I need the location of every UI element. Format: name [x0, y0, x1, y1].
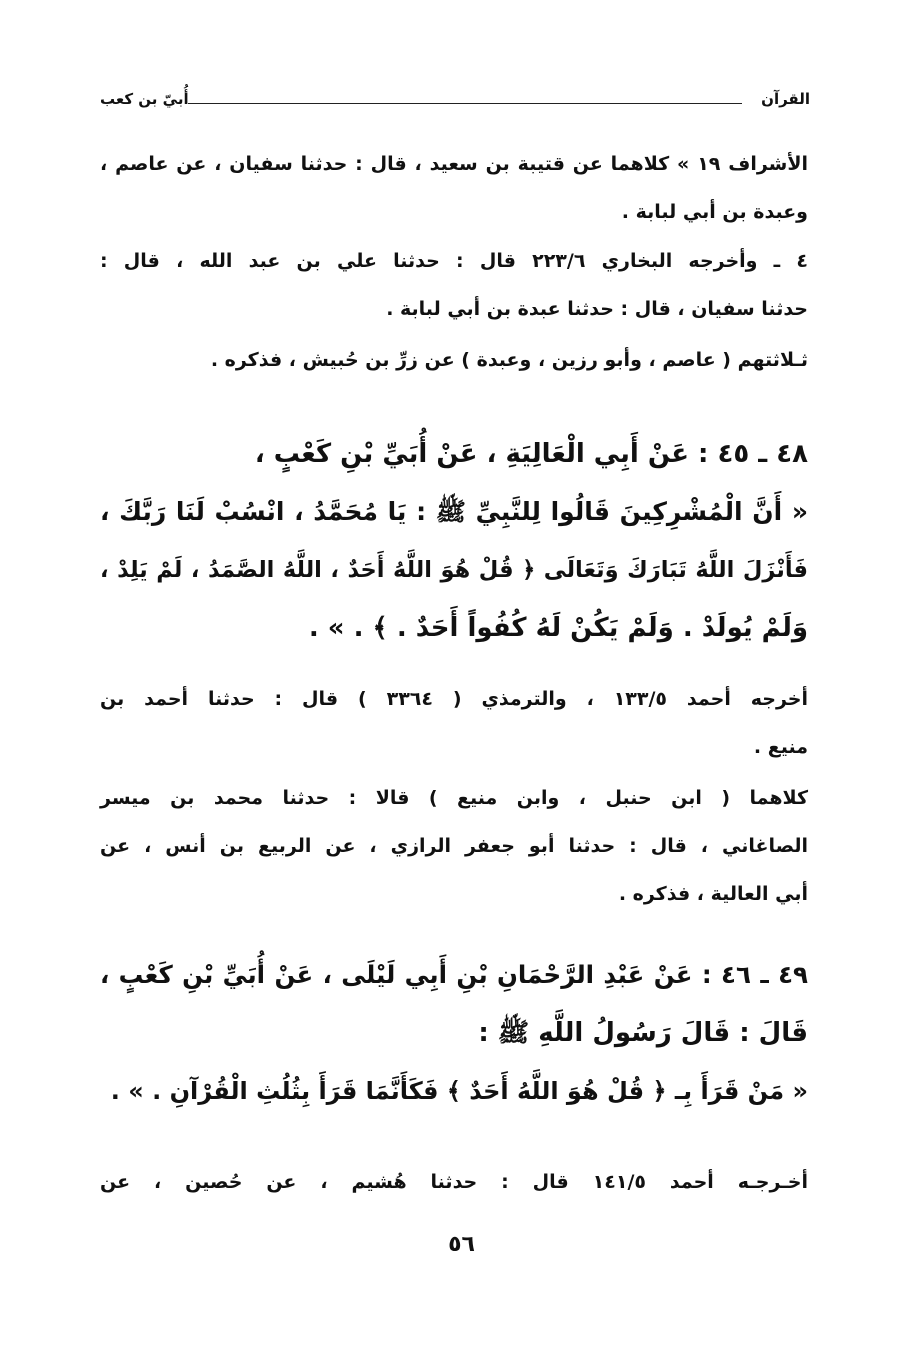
hadith-text-line: قَالَ : قَالَ رَسُولُ اللَّهِ ﷺ : — [478, 1018, 808, 1048]
hadith-48 — [100, 425, 808, 657]
header-book-title: أُبيّ بن كعب — [100, 90, 189, 108]
paragraph-sources-1 — [100, 140, 808, 236]
text-line: ثـلاثتهم ( عاصم ، وأبو رزين ، وعبدة ) عن زرِّ بن حُبيش ، فذكره . — [210, 349, 808, 371]
hadith-chain-line: ٤٨ ـ ٤٥ : عَنْ أَبِي الْعَالِيَةِ ، عَنْ أُبَيِّ بْنِ كَعْبٍ ، — [254, 439, 808, 469]
hadith-text-line: فَأَنْزَلَ اللَّهُ تَبَارَكَ وَتَعَالَى ﴿ قُلْ هُوَ اللَّهُ أَحَدٌ ، اللَّهُ الصَّمَدُ ، لَمْ يَلِدْ ، — [100, 557, 808, 583]
paragraph-ahmad-141 — [100, 1158, 808, 1206]
paragraph-both-narrators — [100, 774, 808, 918]
text-line: أخـرجـه أحمد ١٤١/٥ قال : حدثنا هُشيم ، عن حُصين ، عن — [100, 1171, 808, 1193]
text-line: أخرجه أحمد ١٣٣/٥ ، والترمذي ( ٣٣٦٤ ) قال : حدثنا أحمد بن — [100, 688, 808, 710]
hadith-text-line: وَلَمْ يُولَدْ . وَلَمْ يَكُنْ لَهُ كُفُواً أَحَدٌ . ﴾ . » . — [308, 613, 808, 643]
text-line: أبي العالية ، فذكره . — [618, 883, 808, 905]
text-line: وعبدة بن أبي لبابة . — [621, 201, 808, 223]
header-rule — [188, 103, 742, 104]
header-chapter-title: القرآن — [761, 90, 810, 108]
paragraph-ahmad-tirmidhi — [100, 675, 808, 771]
text-line: ٤ ـ وأخرجه البخاري ٢٢٣/٦ قال : حدثنا علي بن عبد الله ، قال : — [100, 250, 808, 272]
hadith-text-line: « مَنْ قَرَأَ بِـ ﴿ قُلْ هُوَ اللَّهُ أَحَدٌ ﴾ فَكَأَنَّمَا قَرَأَ بِثُلُثِ الْقُرْآنِ . » . — [110, 1077, 808, 1105]
text-line: الأشراف ١٩ » كلاهما عن قتيبة بن سعيد ، قال : حدثنا سفيان ، عن عاصم ، — [100, 153, 808, 175]
page-number: ٥٦ — [448, 1232, 475, 1257]
hadith-49 — [100, 946, 808, 1120]
paragraph-bukhari — [100, 237, 808, 333]
hadith-text-line: « أَنَّ الْمُشْرِكِينَ قَالُوا لِلنَّبِيِّ ﷺ : يَا مُحَمَّدُ ، انْسُبْ لَنَا رَبَّكَ ، — [100, 497, 808, 526]
text-line: الصاغاني ، قال : حدثنا أبو جعفر الرازي ، عن الربيع بن أنس ، عن — [100, 835, 808, 857]
paragraph-three-narrators — [100, 336, 808, 384]
running-header — [100, 90, 810, 118]
text-line: حدثنا سفيان ، قال : حدثنا عبدة بن أبي لبابة . — [386, 298, 808, 320]
text-line: منيع . — [753, 736, 808, 758]
hadith-chain-line: ٤٩ ـ ٤٦ : عَنْ عَبْدِ الرَّحْمَانِ بْنِ أَبِي لَيْلَى ، عَنْ أُبَيِّ بْنِ كَعْبٍ ، — [100, 960, 808, 989]
text-line: كلاهما ( ابن حنبل ، وابن منيع ) قالا : حدثنا محمد بن ميسر — [100, 787, 808, 809]
